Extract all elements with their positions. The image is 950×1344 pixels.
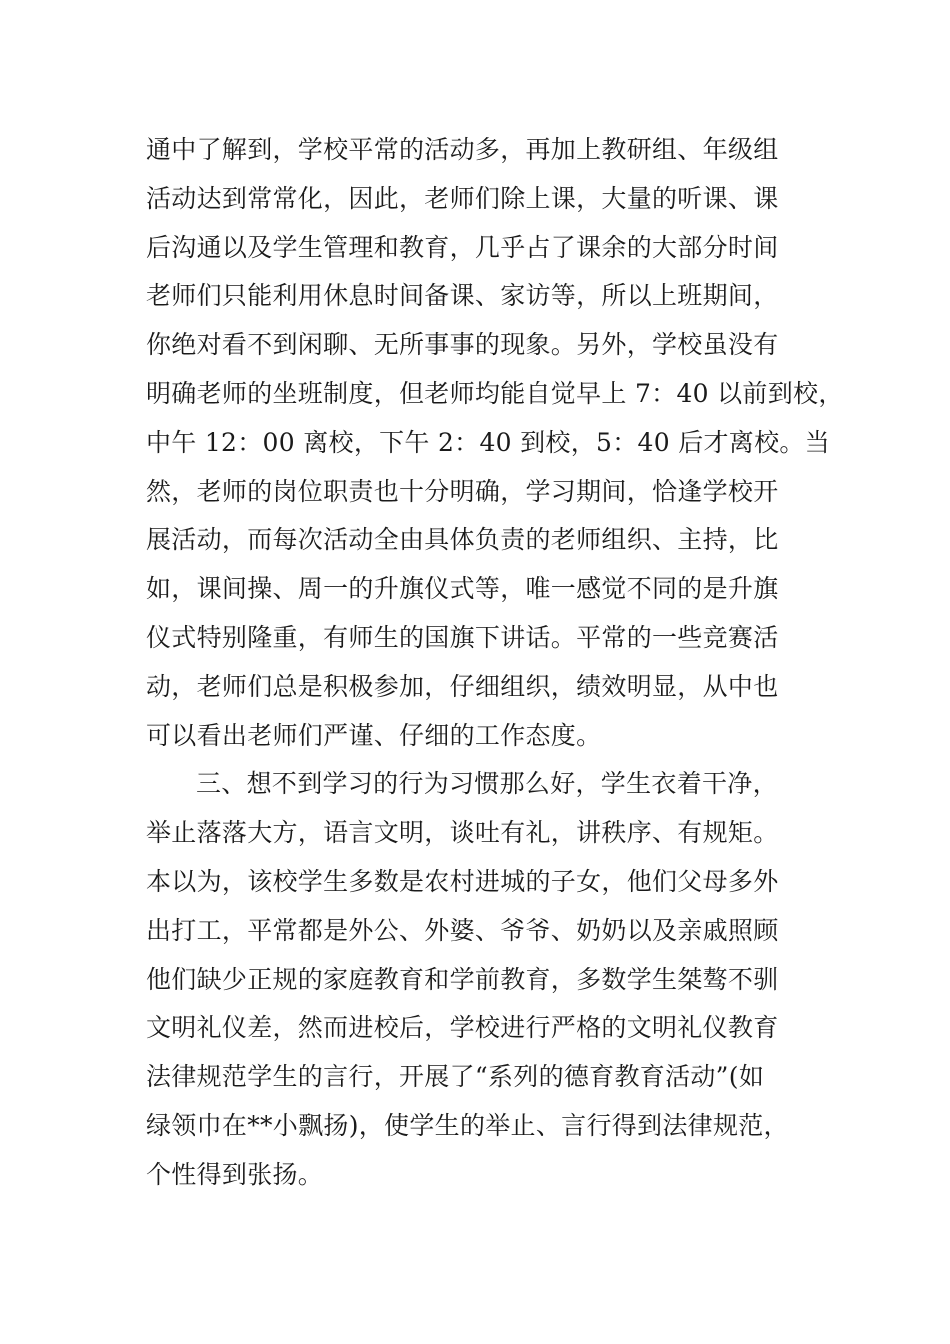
text-line: 法律规范学生的言行，开展了“系列的德育教育活动”(如 [146, 1062, 765, 1092]
text-line: 文明礼仪差，然而进校后，学校进行严格的文明礼仪教育 [146, 1013, 779, 1043]
text-line: 老师们只能利用休息时间备课、家访等，所以上班期间， [146, 281, 779, 311]
text-line: 中午 12：00 离校，下午 2：40 到校，5：40 后才离校。当 [146, 427, 830, 457]
text-line: 出打工，平常都是外公、外婆、爷爷、奶奶以及亲戚照顾 [146, 915, 779, 945]
text-line: 如，课间操、周一的升旗仪式等，唯一感觉不同的是升旗 [146, 574, 779, 604]
paragraph-start-line: 三、想不到学习的行为习惯那么好，学生衣着干净， [196, 769, 778, 799]
text-line: 通中了解到，学校平常的活动多，再加上教研组、年级组 [146, 135, 779, 164]
body-text [146, 126, 846, 1200]
text-line: 绿领巾在**小飘扬)，使学生的举止、言行得到法律规范， [146, 1110, 789, 1140]
text-line: 可以看出老师们严谨、仔细的工作态度。 [146, 720, 602, 750]
text-line: 仪式特别隆重，有师生的国旗下讲话。平常的一些竞赛活 [146, 622, 779, 652]
text-line: 本以为，该校学生多数是农村进城的子女，他们父母多外 [146, 866, 779, 896]
text-line: 动，老师们总是积极参加，仔细组织，绩效明显，从中也 [146, 671, 779, 701]
text-line: 后沟通以及学生管理和教育，几乎占了课余的大部分时间 [146, 232, 779, 262]
text-line: 举止落落大方，语言文明，谈吐有礼，讲秩序、有规矩。 [146, 818, 779, 848]
text-line: 然，老师的岗位职责也十分明确，学习期间，恰逢学校开 [146, 476, 779, 506]
text-line: 展活动，而每次活动全由具体负责的老师组织、主持，比 [146, 525, 779, 555]
text-line: 明确老师的坐班制度，但老师均能自觉早上 7：40 以前到校， [146, 378, 844, 408]
text-line: 你绝对看不到闲聊、无所事事的现象。另外，学校虽没有 [146, 330, 779, 360]
text-line: 个性得到张扬。 [146, 1159, 324, 1189]
text-line: 活动达到常常化，因此，老师们除上课，大量的听课、课 [146, 183, 779, 213]
text-line: 他们缺少正规的家庭教育和学前教育，多数学生桀骜不驯 [146, 964, 779, 994]
